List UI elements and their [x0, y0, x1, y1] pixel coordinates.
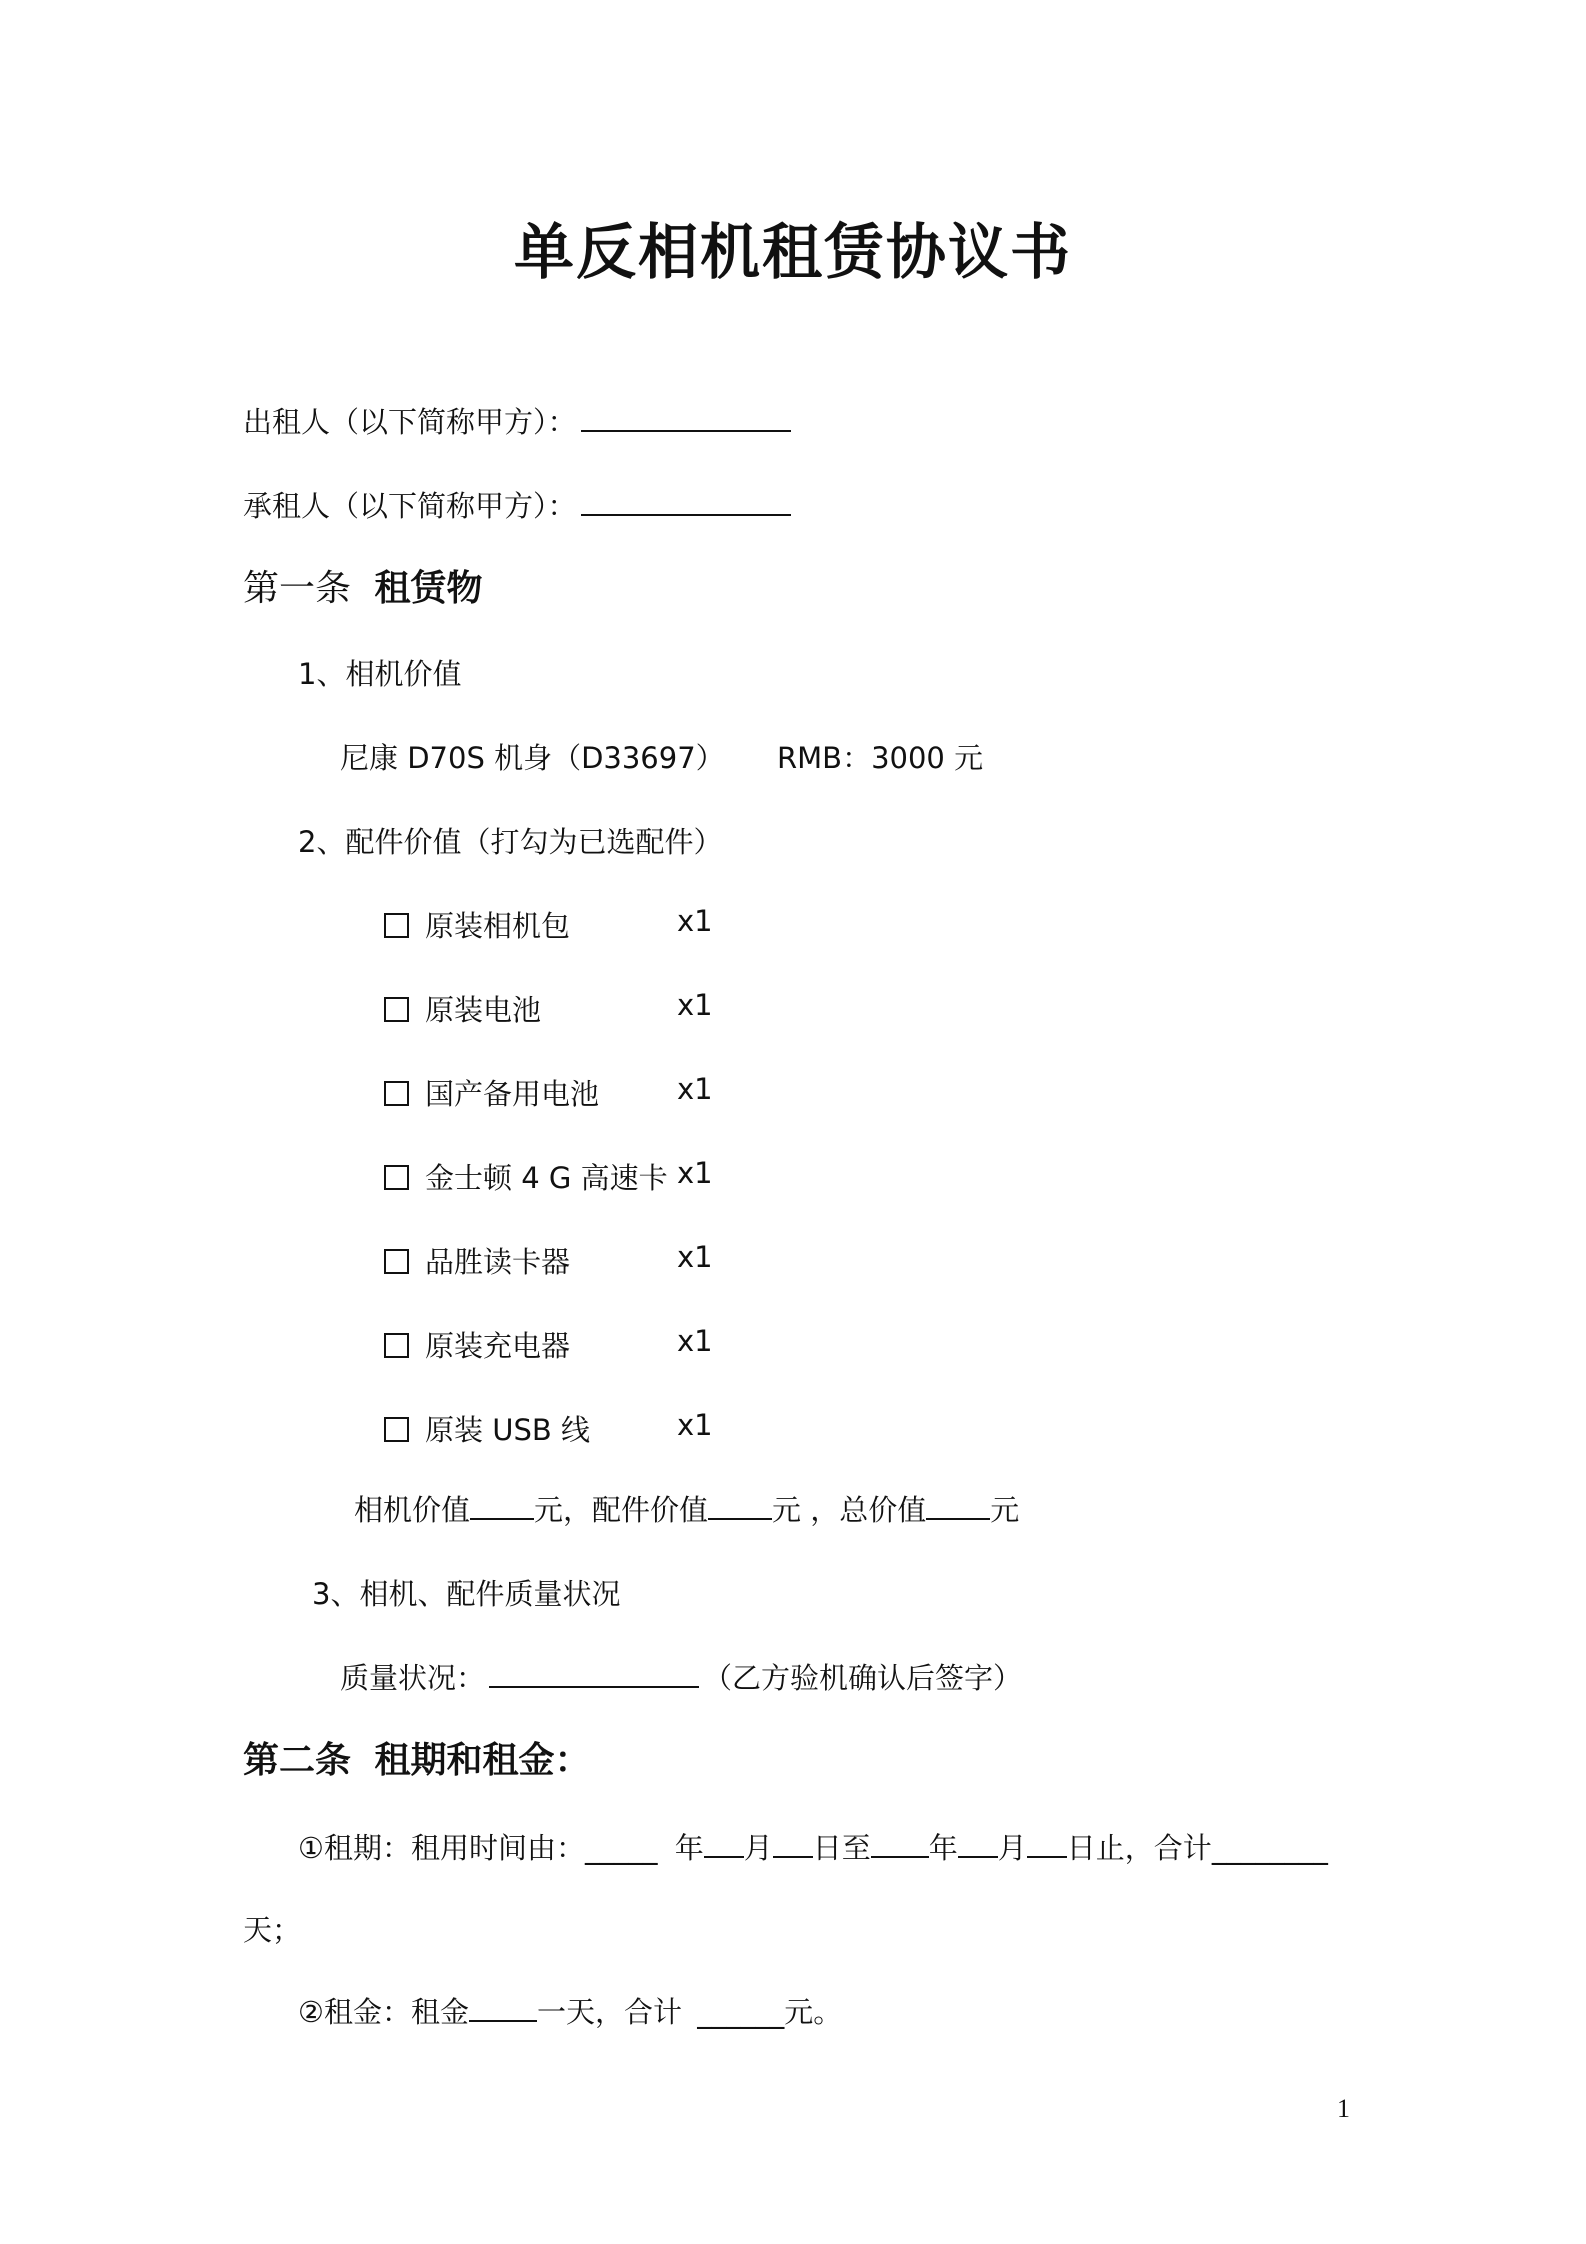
accessory-checkbox[interactable]	[384, 1417, 409, 1442]
accessory-qty: x1	[677, 1408, 713, 1442]
quality-note: （乙方验机确认后签字）	[703, 1661, 1023, 1695]
accessory-checkbox[interactable]	[384, 913, 409, 938]
term-total-blank[interactable]: ________	[1211, 1831, 1328, 1865]
accessory-checkbox[interactable]	[384, 997, 409, 1022]
term-day2-blank[interactable]	[1027, 1826, 1067, 1858]
term-day2-label: 日止，合计	[1066, 1831, 1212, 1865]
total-value-blank[interactable]	[926, 1488, 990, 1520]
rent-per-day-label: 一天，合计	[537, 1995, 683, 2029]
term-month2-blank[interactable]	[958, 1826, 998, 1858]
accessory-name: 国产备用电池	[425, 1077, 600, 1111]
item1-label: 1、相机价值	[298, 657, 462, 691]
document-title: 单反相机租赁协议书	[514, 218, 1072, 288]
accessory-name: 原装 USB 线	[425, 1413, 590, 1447]
rent-prefix: ②租金：租金	[298, 1995, 469, 2029]
term-year2-label: 年	[928, 1831, 958, 1865]
accessory-qty: x1	[677, 904, 713, 938]
accessory-qty: x1	[677, 1072, 713, 1106]
article1-title: 租赁物	[374, 568, 483, 609]
term-day1-label: 日至	[812, 1831, 871, 1865]
accessory-value-blank[interactable]	[708, 1488, 772, 1520]
accessory-name: 金士顿 4 G 高速卡	[425, 1161, 668, 1195]
term-month1-label: 月	[743, 1831, 773, 1865]
article2-number: 第二条	[243, 1740, 352, 1781]
term-year-blank[interactable]: _____	[585, 1831, 658, 1865]
accessory-checkbox[interactable]	[384, 1333, 409, 1358]
lessee-blank[interactable]	[581, 484, 791, 516]
rent-suffix: 元。	[784, 1995, 843, 2029]
accessory-checkbox[interactable]	[384, 1249, 409, 1274]
quality-blank[interactable]	[489, 1656, 699, 1688]
accessory-value-label: 元，配件价值	[534, 1493, 709, 1527]
accessory-name: 品胜读卡器	[425, 1245, 571, 1279]
quality-row	[340, 1656, 1022, 1697]
rent-total-blank[interactable]: ______	[697, 1995, 785, 2029]
accessory-name: 原装电池	[425, 993, 542, 1027]
quality-label: 质量状况：	[340, 1661, 486, 1695]
rent-per-day-blank[interactable]	[469, 1990, 537, 2022]
article2-title: 租期和租金：	[374, 1740, 591, 1781]
total-value-label: 元 ，总价值	[772, 1493, 927, 1527]
camera-model: 尼康 D70S 机身（D33697）	[340, 741, 725, 775]
accessory-row	[384, 1324, 570, 1365]
camera-price: RMB：3000 元	[777, 741, 984, 775]
lessee-label: 承租人（以下简称甲方）：	[243, 489, 577, 523]
accessory-qty: x1	[677, 988, 713, 1022]
item3-label: 3、相机、配件质量状况	[312, 1577, 621, 1611]
camera-value-blank[interactable]	[470, 1488, 534, 1520]
lessor-label: 出租人（以下简称甲方）：	[243, 405, 577, 439]
accessory-name: 原装充电器	[425, 1329, 571, 1363]
total-value-unit: 元	[990, 1493, 1020, 1527]
term-year1-label: 年	[674, 1831, 704, 1865]
accessory-checkbox[interactable]	[384, 1081, 409, 1106]
rent-row	[298, 1990, 842, 2031]
article1-heading	[243, 560, 482, 611]
term-row	[298, 1826, 1328, 1867]
accessory-checkbox[interactable]	[384, 1165, 409, 1190]
term-day1-blank[interactable]	[773, 1826, 813, 1858]
term-days-label: 天；	[243, 1913, 302, 1947]
value-totals-row	[354, 1488, 1019, 1529]
lessor-row	[243, 400, 795, 441]
accessory-name: 原装相机包	[425, 909, 571, 943]
accessory-row	[384, 1156, 668, 1197]
term-month2-label: 月	[997, 1831, 1027, 1865]
accessory-row	[384, 988, 541, 1029]
accessory-row	[384, 1408, 590, 1449]
term-year2-blank[interactable]	[871, 1826, 929, 1858]
accessory-qty: x1	[677, 1324, 713, 1358]
term-month1-blank[interactable]	[704, 1826, 744, 1858]
accessory-qty: x1	[677, 1240, 713, 1274]
accessory-qty: x1	[677, 1156, 713, 1190]
lessee-row	[243, 484, 795, 525]
term-prefix: ①租期：租用时间由：	[298, 1831, 585, 1865]
accessory-row	[384, 904, 570, 945]
lessor-blank[interactable]	[581, 400, 791, 432]
article2-heading	[243, 1732, 590, 1783]
accessory-row	[384, 1240, 570, 1281]
accessory-row	[384, 1072, 599, 1113]
item2-label: 2、配件价值（打勾为已选配件）	[298, 825, 723, 859]
page-number: 1	[1337, 2094, 1350, 2123]
camera-value-label: 相机价值	[354, 1493, 471, 1527]
article1-number: 第一条	[243, 568, 352, 609]
